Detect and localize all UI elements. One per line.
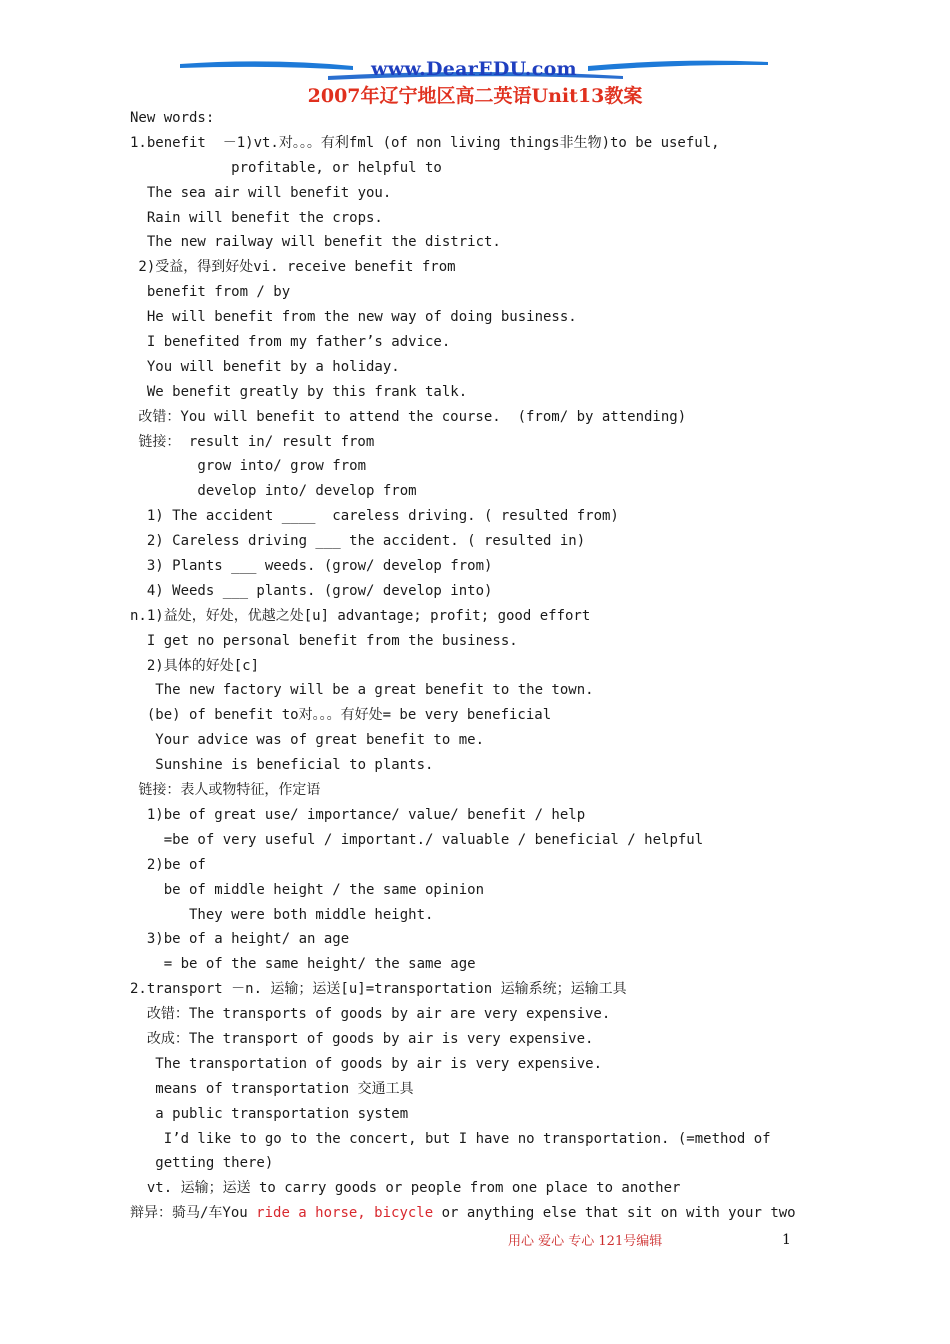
- lesson-body: [130, 106, 830, 1226]
- text-line: = be of the same height/ the same age: [130, 956, 476, 973]
- text-line: grow into/ grow from: [130, 458, 367, 475]
- text-line: benefit from / by: [130, 284, 291, 301]
- last-line-prefix: 辩异：骑马/车You: [130, 1205, 257, 1222]
- site-url: www.DearEDU.com: [371, 58, 577, 80]
- last-line-suffix: or anything else that sit on with your two: [433, 1205, 796, 1222]
- text-line: New words:: [130, 110, 215, 126]
- text-line: 改成：The transport of goods by air is very expensive.: [130, 1030, 594, 1047]
- text-line: 1)be of great use/ importance/ value/ benefit / help: [130, 806, 586, 823]
- text-line: 2)具体的好处[c]: [130, 657, 260, 674]
- text-line: profitable, or helpful to: [130, 159, 442, 176]
- last-line-highlight: ride a horse, bicycle: [256, 1205, 434, 1222]
- text-line: The sea air will benefit you.: [130, 184, 392, 201]
- text-line: I’d like to go to the concert, but I have no transportation. (=method of: [130, 1130, 771, 1147]
- text-line: n.1)益处，好处，优越之处[u] advantage; profit; good effort: [130, 607, 591, 624]
- text-line: We benefit greatly by this frank talk.: [130, 383, 468, 400]
- text-line: Sunshine is beneficial to plants.: [130, 757, 434, 774]
- page-title: 2007年辽宁地区高二英语Unit13教案: [307, 85, 643, 107]
- text-line: 2) Careless driving ___ the accident. ( resulted in): [130, 533, 586, 550]
- text-line: vt. 运输；运送 to carry goods or people from one place to another: [130, 1180, 681, 1197]
- text-line: 改错：The transports of goods by air are very expensive.: [130, 1006, 611, 1023]
- text-line: The transportation of goods by air is very expensive.: [130, 1055, 603, 1072]
- text-line: 链接：表人或物特征，作定语: [130, 782, 321, 799]
- text-line: 3) Plants ___ weeds. (grow/ develop from): [130, 558, 493, 575]
- text-line: He will benefit from the new way of doing business.: [130, 309, 577, 326]
- site-banner: [178, 56, 770, 82]
- text-line: The new factory will be a great benefit to the town.: [130, 682, 594, 699]
- text-line: =be of very useful / important./ valuable / beneficial / helpful: [130, 831, 704, 848]
- text-line: 1.benefit －1)vt.对。。。有利fml (of non living things非生物)to be useful,: [130, 134, 720, 151]
- text-line: Rain will benefit the crops.: [130, 209, 383, 226]
- text-line: 改错：You will benefit to attend the course. (from/ by attending): [130, 408, 687, 425]
- text-line: 2)be of: [130, 856, 206, 873]
- text-line: I benefited from my father’s advice.: [130, 334, 451, 351]
- text-line: 1) The accident ____ careless driving. ( resulted from): [130, 508, 619, 525]
- text-line: develop into/ develop from: [130, 483, 417, 500]
- footer-motto: 用心 爱心 专心 121号编辑: [508, 1234, 663, 1249]
- text-line: They were both middle height.: [130, 906, 434, 923]
- text-line: You will benefit by a holiday.: [130, 358, 400, 375]
- text-line: means of transportation 交通工具: [130, 1080, 414, 1097]
- text-line: (be) of benefit to对。。。有好处= be very beneficial: [130, 707, 552, 724]
- page-number: 1: [782, 1232, 791, 1248]
- text-line: Your advice was of great benefit to me.: [130, 732, 485, 749]
- text-line: a public transportation system: [130, 1105, 409, 1122]
- text-line-last: [130, 1201, 830, 1226]
- text-line: be of middle height / the same opinion: [130, 881, 485, 898]
- text-line: 链接： result in/ result from: [130, 433, 375, 450]
- text-line: 3)be of a height/ an age: [130, 931, 350, 948]
- text-line: I get no personal benefit from the business.: [130, 632, 518, 649]
- text-line: 4) Weeds ___ plants. (grow/ develop into): [130, 582, 493, 599]
- text-line: getting there): [130, 1155, 274, 1172]
- text-line: 2.transport －n. 运输；运送[u]=transportation 运输系统；运输工具: [130, 981, 627, 998]
- text-line: The new railway will benefit the district.: [130, 234, 501, 251]
- text-line: 2)受益，得到好处vi. receive benefit from: [130, 259, 456, 276]
